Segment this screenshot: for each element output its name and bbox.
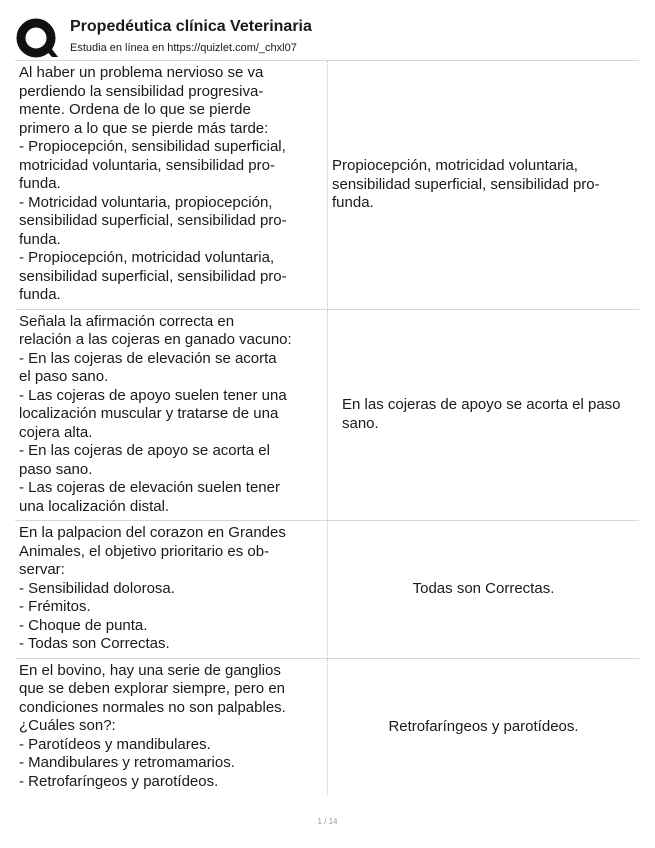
question-line: En el bovino, hay una serie de ganglios	[19, 661, 281, 679]
question-line: Animales, el objetivo prioritario es ob-	[19, 542, 270, 560]
card-answer: En las cojeras de apoyo se acorta el paso sano.	[342, 396, 621, 432]
question-line: - Las cojeras de apoyo suelen tener una	[19, 386, 287, 404]
question-line: sensibilidad superficial, sensibilidad pro-	[19, 212, 287, 229]
card-answer-cell	[328, 310, 639, 521]
question-line: servar:	[19, 561, 65, 578]
question-line: - Frémitos.	[19, 598, 91, 615]
question-line: mente. Ordena de lo que se pierde	[19, 101, 251, 118]
page-header	[16, 14, 636, 60]
question-line: funda.	[19, 230, 61, 248]
card-question	[15, 310, 328, 521]
card-question	[15, 61, 328, 309]
card-answer-cell	[328, 61, 639, 309]
question-line: Al haber un problema nervioso se va	[19, 64, 264, 81]
question-line: sensibilidad superficial, sensibilidad pro-	[19, 267, 287, 285]
question-line: perdiendo la sensibilidad progresiva-	[19, 82, 264, 100]
flashcard-list	[15, 60, 639, 795]
flashcard-4	[15, 658, 639, 796]
card-answer: Todas son Correctas.	[412, 580, 555, 597]
card-answer-cell	[328, 521, 639, 658]
card-answer: Propiocepción, motricidad voluntaria, sensibilidad superficial, sensibilidad pro-funda.	[332, 157, 600, 211]
question-line: relación a las cojeras en ganado vacuno:	[19, 331, 292, 348]
question-line: En la palpacion del corazon en Grandes	[19, 524, 286, 541]
card-answer-cell	[328, 659, 639, 796]
deck-subtitle: Estudia en línea en https://quizlet.com/_chxl07	[70, 42, 297, 54]
question-line: motricidad voluntaria, sensibilidad pro-	[19, 156, 275, 174]
question-line: el paso sano.	[19, 368, 109, 385]
question-line: - En las cojeras de elevación se acorta	[19, 349, 277, 367]
deck-title: Propedéutica clínica Veterinaria	[70, 18, 312, 35]
question-line: - Parotídeos y mandibulares.	[19, 735, 211, 753]
question-line: ¿Cuáles son?:	[19, 717, 116, 734]
question-line: condiciones normales no son palpables.	[19, 698, 286, 716]
question-line: primero a lo que se pierde más tarde:	[19, 119, 269, 137]
question-line: funda.	[19, 286, 61, 303]
question-line: - Propiocepción, motricidad voluntaria,	[19, 249, 275, 266]
question-line: - Motricidad voluntaria, propiocepción,	[19, 193, 273, 211]
question-line: - Sensibilidad dolorosa.	[19, 579, 175, 597]
question-line: - Las cojeras de elevación suelen tener	[19, 479, 280, 496]
question-line: - Todas son Correctas.	[19, 635, 170, 652]
card-answer: Retrofaríngeos y parotídeos.	[388, 717, 579, 735]
question-line: localización muscular y tratarse de una	[19, 405, 279, 422]
question-line: - Choque de punta.	[19, 616, 148, 634]
flashcard-3	[15, 520, 639, 658]
question-line: que se deben explorar siempre, pero en	[19, 680, 286, 697]
flashcard-2	[15, 309, 639, 521]
flashcard-1	[15, 60, 639, 309]
quizlet-logo-icon	[16, 17, 60, 61]
page-number: 1 / 14	[317, 817, 338, 826]
card-question	[15, 659, 328, 796]
question-line: una localización distal.	[19, 497, 170, 515]
question-line: Señala la afirmación correcta en	[19, 312, 235, 330]
question-line: funda.	[19, 175, 61, 192]
card-question	[15, 521, 328, 658]
question-line: - Propiocepción, sensibilidad superficial,	[19, 138, 286, 155]
question-line: - Retrofaríngeos y parotídeos.	[19, 772, 219, 790]
question-line: paso sano.	[19, 460, 93, 478]
question-line: cojera alta.	[19, 423, 93, 441]
question-line: - Mandibulares y retromamarios.	[19, 754, 235, 771]
question-line: - En las cojeras de apoyo se acorta el	[19, 442, 270, 459]
